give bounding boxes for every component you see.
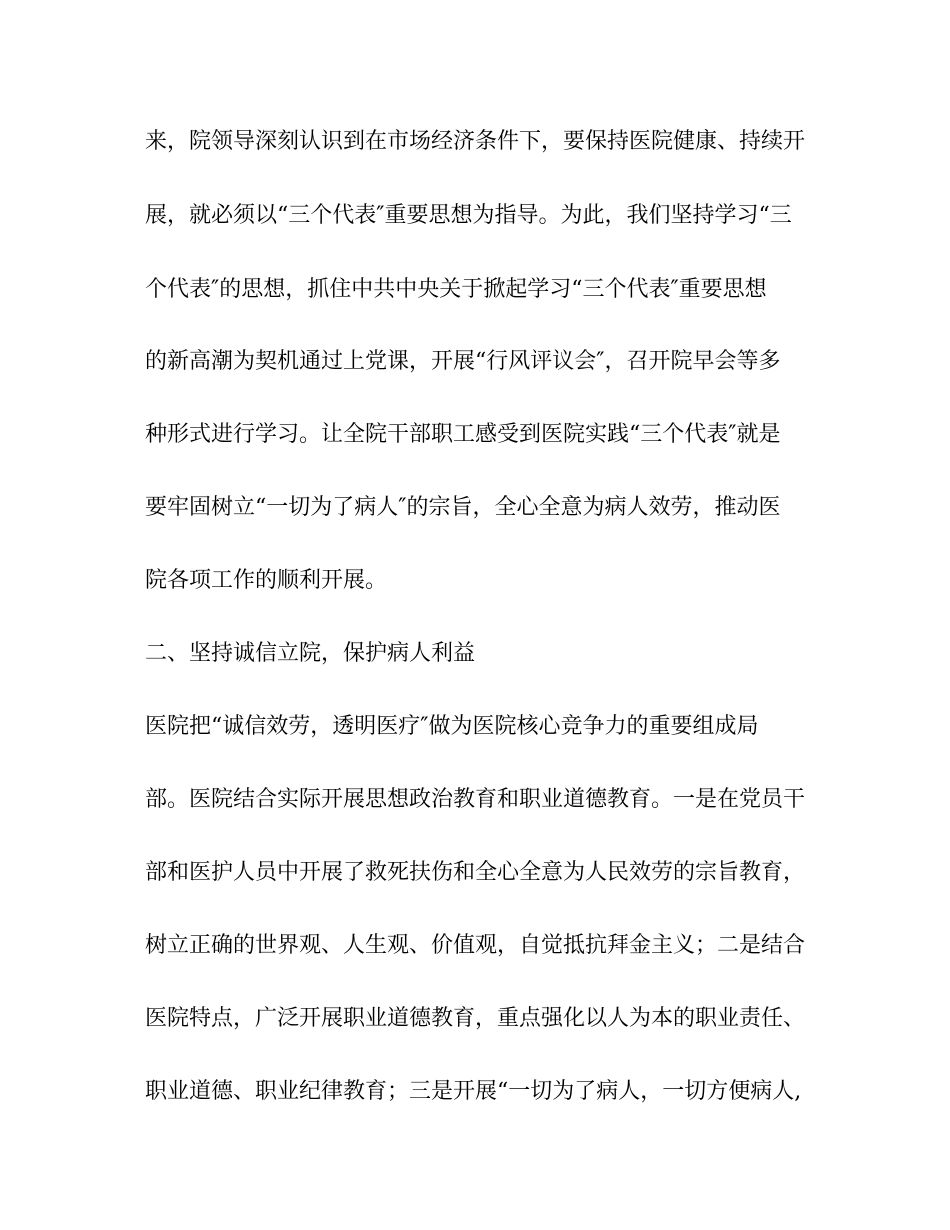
paragraph-line: 部。医院结合实际开展思想政治教育和职业道德教育。一是在党员干 bbox=[145, 787, 806, 812]
paragraph-line: 个代表″的思想，抓住中共中央关于掀起学习“三个代表″重要思想 bbox=[145, 277, 767, 302]
paragraph-line: 院各项工作的顺利开展。 bbox=[145, 568, 388, 593]
paragraph-line: 医院特点，广泛开展职业道德教育，重点强化以人为本的职业责任、 bbox=[145, 1006, 806, 1031]
paragraph-line: 医院把“诚信效劳，透明医疗″做为医院核心竞争力的重要组成局 bbox=[145, 714, 759, 739]
paragraph-line: 的新高潮为契机通过上党课，开展“行风评议会″，召开院早会等多 bbox=[145, 349, 781, 374]
paragraph-line: 树立正确的世界观、人生观、价值观，自觉抵抗拜金主义；二是结合 bbox=[145, 933, 806, 958]
paragraph-line: 展，就必须以“三个代表″重要思想为指导。为此，我们坚持学习“三 bbox=[145, 203, 792, 228]
paragraph-line: 部和医护人员中开展了救死扶伤和全心全意为人民效劳的宗旨教育， bbox=[145, 860, 806, 885]
paragraph-line: 要牢固树立“一切为了病人″的宗旨，全心全意为病人效劳，推动医 bbox=[145, 495, 781, 520]
section-heading: 二、坚持诚信立院，保护病人利益 bbox=[145, 641, 476, 666]
paragraph-line: 种形式进行学习。让全院干部职工感受到医院实践“三个代表″就是 bbox=[145, 422, 781, 447]
paragraph-line: 来，院领导深刻认识到在市场经济条件下，要保持医院健康、持续开 bbox=[145, 129, 806, 154]
paragraph-line: 职业道德、职业纪律教育；三是开展“一切为了病人，一切方便病人, bbox=[145, 1079, 802, 1104]
